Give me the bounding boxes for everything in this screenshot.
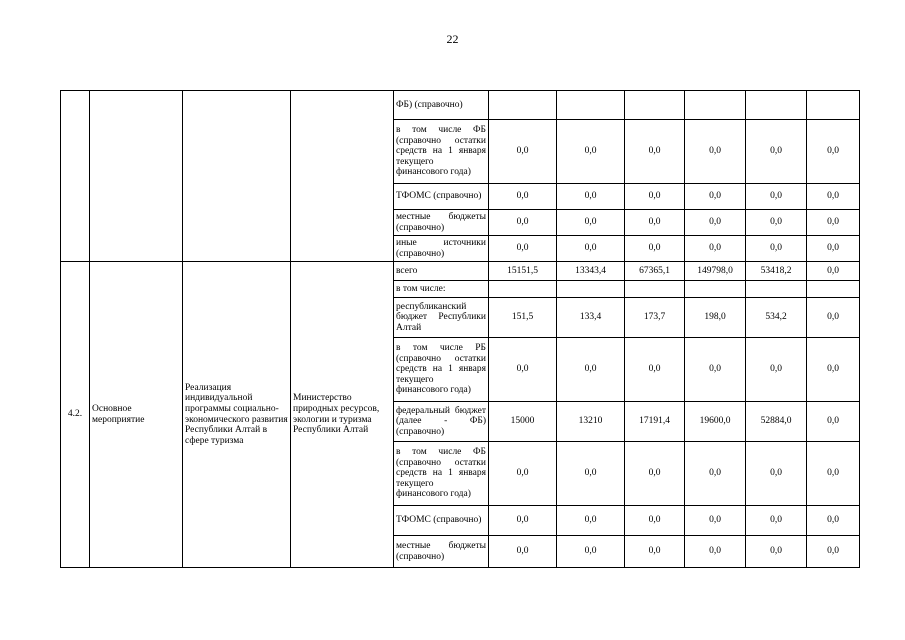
- merged-empty-cell: [90, 91, 183, 262]
- value-cell: [685, 281, 746, 298]
- funding-source: в том числе:: [394, 281, 489, 298]
- value-cell: 0,0: [746, 236, 807, 262]
- value-cell: 0,0: [746, 210, 807, 236]
- section-prev-rows: [61, 91, 860, 262]
- value-cell: 0,0: [489, 442, 557, 506]
- value-cell: 0,0: [746, 536, 807, 568]
- item-executor: Министерство природных ресурсов, экологии и туризма Республики Алтай: [291, 262, 394, 568]
- funding-source: федеральный бюджет (далее - ФБ) (справочно): [394, 402, 489, 442]
- item-name: Реализация индивидуальной программы социально-экономического развития Республики Алтай в сфере туризма: [183, 262, 291, 568]
- value-cell: 0,0: [625, 120, 685, 184]
- value-cell: 0,0: [685, 442, 746, 506]
- value-cell: 0,0: [807, 210, 860, 236]
- value-cell: [557, 91, 625, 120]
- value-cell: 0,0: [489, 536, 557, 568]
- value-cell: 13210: [557, 402, 625, 442]
- value-cell: 534,2: [746, 298, 807, 338]
- value-cell: 0,0: [685, 210, 746, 236]
- value-cell: 0,0: [807, 402, 860, 442]
- value-cell: 0,0: [807, 506, 860, 536]
- value-cell: 0,0: [489, 236, 557, 262]
- value-cell: 133,4: [557, 298, 625, 338]
- funding-source: республиканский бюджет Республики Алтай: [394, 298, 489, 338]
- value-cell: 0,0: [557, 120, 625, 184]
- value-cell: 0,0: [807, 298, 860, 338]
- value-cell: 0,0: [625, 236, 685, 262]
- value-cell: 0,0: [625, 210, 685, 236]
- value-cell: 0,0: [746, 506, 807, 536]
- value-cell: 17191,4: [625, 402, 685, 442]
- value-cell: 0,0: [557, 236, 625, 262]
- value-cell: 0,0: [685, 236, 746, 262]
- value-cell: 0,0: [557, 338, 625, 402]
- value-cell: 15000: [489, 402, 557, 442]
- value-cell: 0,0: [685, 536, 746, 568]
- funding-source: местные бюджеты (справочно): [394, 536, 489, 568]
- value-cell: 0,0: [807, 184, 860, 210]
- value-cell: 0,0: [807, 120, 860, 184]
- funding-source: в том числе РБ (справочно остатки средств на 1 января текущего финансового года): [394, 338, 489, 402]
- value-cell: 0,0: [489, 506, 557, 536]
- funding-source: ТФОМС (справочно): [394, 184, 489, 210]
- value-cell: [625, 281, 685, 298]
- value-cell: 173,7: [625, 298, 685, 338]
- value-cell: [746, 281, 807, 298]
- value-cell: 0,0: [807, 536, 860, 568]
- value-cell: 0,0: [489, 338, 557, 402]
- value-cell: 0,0: [807, 338, 860, 402]
- item-number: 4.2.: [61, 262, 90, 568]
- value-cell: 149798,0: [685, 262, 746, 281]
- value-cell: 0,0: [489, 210, 557, 236]
- value-cell: 53418,2: [746, 262, 807, 281]
- value-cell: 0,0: [685, 338, 746, 402]
- value-cell: 0,0: [625, 442, 685, 506]
- value-cell: [489, 281, 557, 298]
- value-cell: 0,0: [807, 442, 860, 506]
- value-cell: [685, 91, 746, 120]
- value-cell: [625, 91, 685, 120]
- merged-empty-cell: [183, 91, 291, 262]
- value-cell: 0,0: [557, 442, 625, 506]
- value-cell: 0,0: [746, 120, 807, 184]
- value-cell: 0,0: [557, 184, 625, 210]
- funding-source: местные бюджеты (справочно): [394, 210, 489, 236]
- value-cell: [489, 91, 557, 120]
- value-cell: 0,0: [807, 262, 860, 281]
- funding-source: ФБ) (справочно): [394, 91, 489, 120]
- value-cell: [807, 91, 860, 120]
- value-cell: 15151,5: [489, 262, 557, 281]
- value-cell: 0,0: [489, 184, 557, 210]
- value-cell: 0,0: [746, 184, 807, 210]
- value-cell: 0,0: [807, 236, 860, 262]
- value-cell: 0,0: [557, 536, 625, 568]
- merged-empty-cell: [291, 91, 394, 262]
- value-cell: 0,0: [625, 506, 685, 536]
- value-cell: 0,0: [625, 338, 685, 402]
- value-cell: 0,0: [625, 536, 685, 568]
- value-cell: 0,0: [557, 506, 625, 536]
- value-cell: 0,0: [489, 120, 557, 184]
- funding-source: ТФОМС (справочно): [394, 506, 489, 536]
- table-row: [61, 262, 860, 281]
- value-cell: 52884,0: [746, 402, 807, 442]
- value-cell: 13343,4: [557, 262, 625, 281]
- value-cell: [557, 281, 625, 298]
- merged-empty-cell: [61, 91, 90, 262]
- value-cell: 67365,1: [625, 262, 685, 281]
- value-cell: 0,0: [557, 210, 625, 236]
- value-cell: 0,0: [746, 338, 807, 402]
- value-cell: 19600,0: [685, 402, 746, 442]
- funding-source: всего: [394, 262, 489, 281]
- page-number: 22: [446, 32, 459, 46]
- item-type: Основное мероприятие: [90, 262, 183, 568]
- value-cell: 0,0: [625, 184, 685, 210]
- value-cell: 0,0: [746, 442, 807, 506]
- section-4-2-rows: [61, 262, 860, 568]
- table-row: [61, 91, 860, 120]
- value-cell: 0,0: [685, 506, 746, 536]
- value-cell: 0,0: [685, 120, 746, 184]
- value-cell: 198,0: [685, 298, 746, 338]
- funding-source: иные источники (справочно): [394, 236, 489, 262]
- budget-table: [60, 90, 860, 568]
- funding-source: в том числе ФБ (справочно остатки средств на 1 января текущего финансового года): [394, 442, 489, 506]
- value-cell: 151,5: [489, 298, 557, 338]
- value-cell: [807, 281, 860, 298]
- value-cell: [746, 91, 807, 120]
- value-cell: 0,0: [685, 184, 746, 210]
- funding-source: в том числе ФБ (справочно остатки средств на 1 января текущего финансового года): [394, 120, 489, 184]
